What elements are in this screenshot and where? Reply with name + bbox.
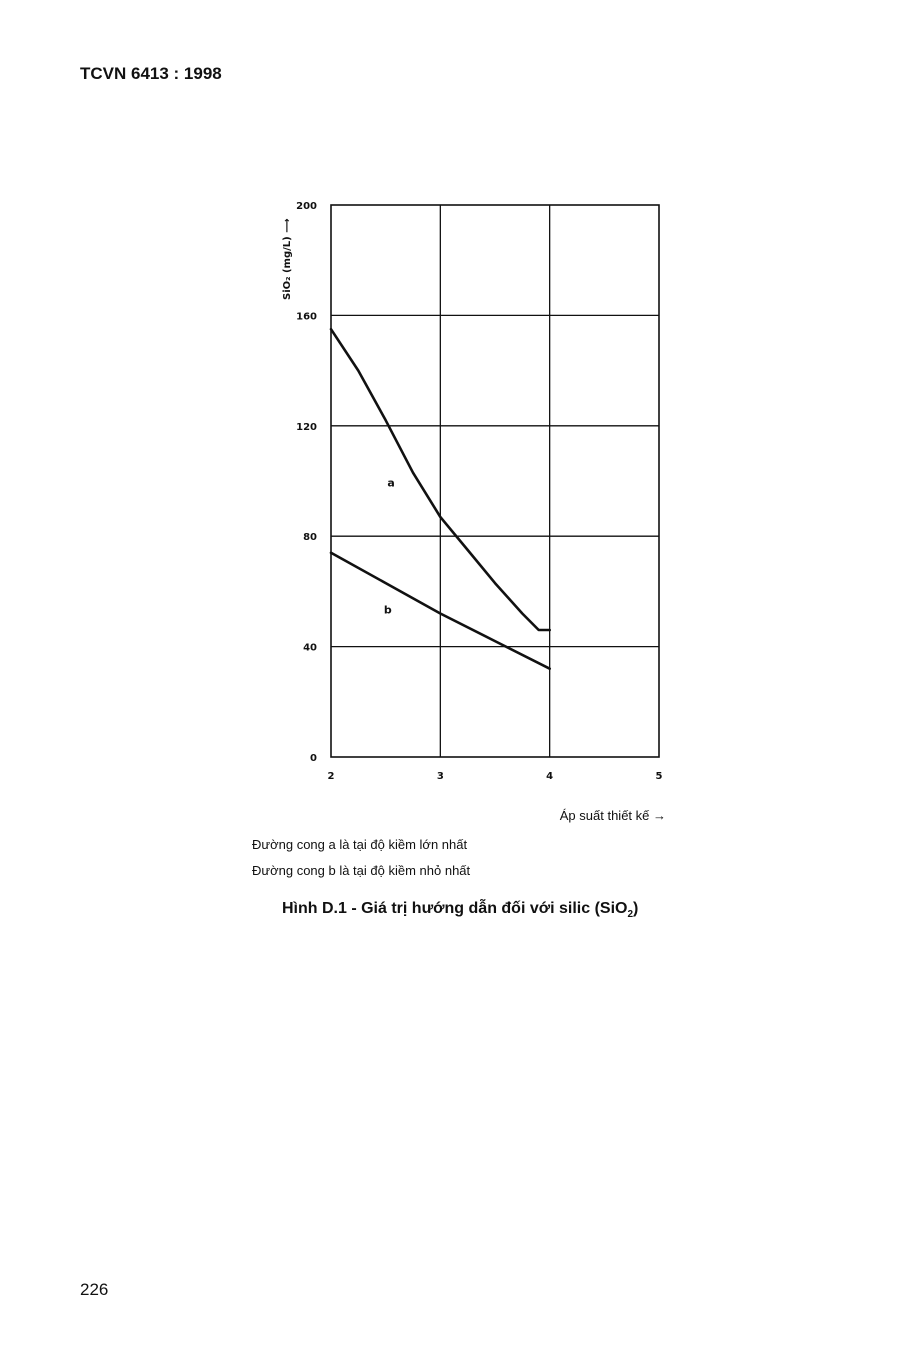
note-curve-a: Đường cong a là tại độ kiềm lớn nhất	[252, 837, 468, 852]
caption-text: Hình D.1 - Giá trị hướng dẫn đối với silic (SiO	[282, 900, 628, 917]
y-tick-label: 0	[310, 753, 317, 764]
document-header: TCVN 6413 : 1998	[80, 64, 222, 83]
x-tick-label: 4	[546, 771, 554, 782]
figure-caption	[282, 900, 638, 920]
note-curve-b: Đường cong b là tại độ kiềm nhỏ nhất	[252, 863, 471, 878]
x-axis-label: Áp suất thiết kế →	[559, 808, 666, 823]
x-tick-label: 3	[436, 771, 444, 782]
page-number: 226	[80, 1280, 109, 1299]
y-tick-label: 160	[296, 311, 317, 323]
y-tick-label: 40	[303, 642, 317, 654]
y-tick-label: 80	[303, 532, 317, 544]
plot-frame	[331, 205, 659, 757]
y-tick-label: 120	[296, 421, 317, 433]
y-tick-label: 200	[296, 201, 317, 212]
chart-grid	[331, 205, 659, 757]
x-tick-label: 5	[655, 771, 663, 782]
curve-label-b: b	[383, 603, 392, 617]
chart-curve-labels	[384, 477, 395, 617]
x-tick-label: 2	[327, 771, 335, 782]
caption-subscript: 2	[627, 909, 634, 921]
y-axis-label: SiO₂ (mg/L) ⟶	[282, 218, 293, 300]
caption-end: )	[633, 900, 639, 917]
chart-ticks	[296, 201, 662, 782]
curve-label-a: a	[387, 476, 395, 490]
